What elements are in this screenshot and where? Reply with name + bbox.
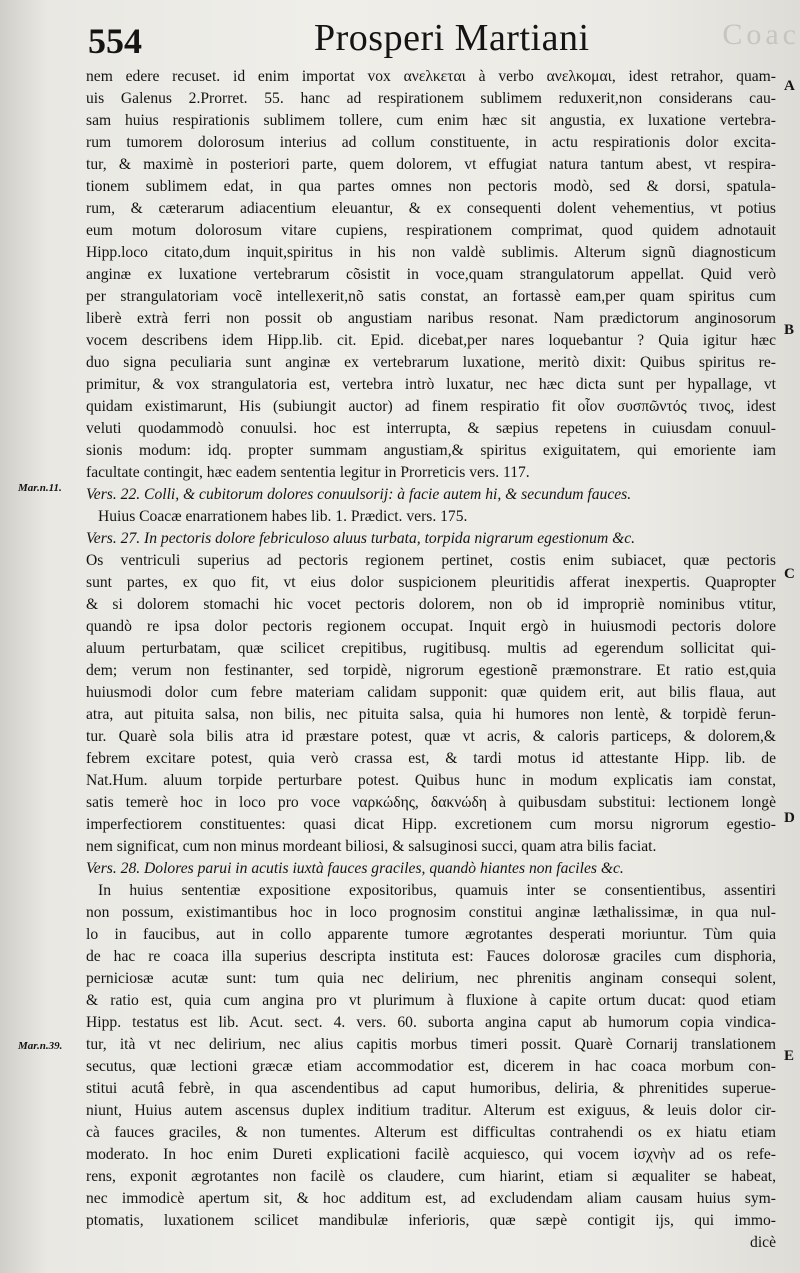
text-line: sunt partes, ex quo fit, vt eius dolor suspicionem pleuritidis afferat inexpertis. Quapropter bbox=[86, 574, 776, 591]
bleed-through-text: Coac bbox=[722, 18, 800, 51]
text-line: nem edere recuset. id enim importat vox ανελκεται à verbo ανελκομαι, idest retrahor, quam- bbox=[86, 68, 776, 85]
text-line: cà fauces graciles, & non tumentes. Alterum est difficultas contrahendi os ex hiatu etiam bbox=[86, 1124, 776, 1141]
text-line: stitui acutâ febrè, in qua ascendentibus ad caput humoribus, deliria, & phrenitides superue- bbox=[86, 1080, 776, 1097]
text-line: satis temerè hoc in loco pro voce ναρκώδης, δακνώδη à quibusdam substitui: lectionem longè bbox=[86, 794, 776, 811]
text-line: Huius Coacæ enarrationem habes lib. 1. Prædict. vers. 175. bbox=[98, 508, 468, 525]
text-line: nec immodicè apertum sit, & hoc additum est, ad excludendam aliam causam huius sym- bbox=[86, 1190, 776, 1207]
text-line: Hipp. testatus est lib. Acut. sect. 4. vers. 60. suborta angina caput ab humorum copia vindica- bbox=[86, 1014, 776, 1031]
text-line: moderato. In hoc enim Dureti explicationi facilè acquiesco, qui vocem ἰσχνὴν ad os refe- bbox=[86, 1146, 776, 1163]
text-line: nem significat, cum non minus mordeant biliosi, & salsuginosi succi, quam atra bilis faciat. bbox=[86, 838, 657, 855]
text-line: facultate contingit, hæc eadem sententia legitur in Prorreticis vers. 117. bbox=[86, 464, 530, 481]
text-line: huiusmodi dolor cum febre materiam calidam supponit: quæ quidem erit, aut bilis flaua, aut bbox=[86, 684, 776, 701]
text-line: per strangulatoriam vocẽ intellexerit,nõ satis constat, an fortassè eam,per quam spiritus cum bbox=[86, 288, 776, 305]
body-text bbox=[86, 66, 776, 1254]
text-line: tionem sublimem edat, in qua partes omnes non pectoris modò, sed & dorsi, spatula- bbox=[86, 178, 776, 195]
text-line: dicè bbox=[750, 1234, 776, 1251]
text-line: & ratio est, quia cum angina pro vt plurimum à fluxione à capite ortum ducat: quod etiam bbox=[86, 992, 776, 1009]
text-line: & si dolorem stomachi hic vocet pectoris dolorem, non ob id impropriè nominibus vtitur, bbox=[86, 596, 776, 613]
text-line: veluti quodammodò conuulsi. hoc est interrupta, & sæpius repetens in cuiusdam conuul- bbox=[86, 420, 776, 437]
text-line: tur, & maximè in posteriori parte, quem dolorem, vt effugiat natura tantum abest, vt respira- bbox=[86, 156, 776, 173]
text-line: de hac re coaca illa superius descripta instituta est: Fauces dolorosæ graciles cum disphoria, bbox=[86, 948, 776, 965]
margin-note: Mar.n.11. bbox=[18, 482, 62, 494]
text-line: Nat.Hum. aluum torpide perturbare potest. Quibus hunc in modum explicatis iam constat, bbox=[86, 772, 776, 789]
verse-heading: Vers. 28. Dolores parui in acutis iuxtà fauces graciles, quandò hiantes non faciles &c. bbox=[86, 860, 624, 877]
text-line: tur. Quarè sola bilis atra id præstare potest, quæ vt acris, & caloris particeps, & dolorem,& bbox=[86, 728, 776, 745]
text-line: secutus, quæ lectioni græcæ etiam accommodatior est, dicerem in hac coaca morbum con- bbox=[86, 1058, 776, 1075]
text-line: rens, exponit ægrotantes non facilè os claudere, cum hiarint, etiam si æqualiter se habeat, bbox=[86, 1168, 776, 1185]
side-letter: C bbox=[784, 566, 795, 582]
text-line: ptomatis, luxationem scilicet mandibulæ inferioris, quæ sæpè contigit ijs, qui immo- bbox=[86, 1212, 776, 1229]
text-line: uis Galenus 2.Prorret. 55. hanc ad respirationem sublimem reduxerit,non considerans cau- bbox=[86, 90, 776, 107]
text-line: rum, & cæterarum adiacentium eleuantur, & ex consequenti dolent vehementius, vt potius bbox=[86, 200, 776, 217]
page-header bbox=[0, 14, 800, 66]
side-letter: D bbox=[784, 810, 795, 826]
text-line: quandò re ipsa dolor pectoris regionem occupat. Inquit ergò in huiusmodi pectoris dolore bbox=[86, 618, 776, 635]
verse-heading: Vers. 22. Colli, & cubitorum dolores conuulsorij: à facie autem hi, & secundum fauces. bbox=[86, 486, 632, 503]
text-line: tur, ità vt nec delirium, nec alius capitis morbus timeri possit. Quarè Cornarij translationem bbox=[86, 1036, 776, 1053]
text-line: vocem describens idem Hipp.lib. cit. Epid. dicebat,per nares loquebantur ? Quia igitur hæc bbox=[86, 332, 776, 349]
text-line: duo signa peculiaria sunt anginæ ex vertebrarum luxatione, meritò dixit: Quibus spiritus re- bbox=[86, 354, 776, 371]
side-letter: A bbox=[784, 78, 795, 94]
text-line: atra, aut pituita salsa, non bilis, nec pituita salsa, quia hi humores non lentè, & torpidè ferun- bbox=[86, 706, 776, 723]
margin-note: Mar.n.39. bbox=[18, 1040, 63, 1052]
text-line: lo in faucibus, aut in collo apparente tumore ægrotantes desperati moriuntur. Tùm quia bbox=[86, 926, 776, 943]
text-line: liberè extrà ferri non possit ob angustiam naribus resonat. Nam prædictorum anginosorum bbox=[86, 310, 776, 327]
text-line: quidam existimarunt, His (subiungit auctor) ad finem respiratio fit οἷον συσπῶντός τινος, idest bbox=[86, 398, 776, 415]
text-line: anginæ ex luxatione vertebrarum cõsistit in voce,quam strangulatorum appellat. Quid verò bbox=[86, 266, 776, 283]
text-line: eum motum dolorosum vitare cupiens, respirationem comprimat, quod quidem adnotauit bbox=[86, 222, 776, 239]
text-line: Hipp.loco citato,dum inquit,spiritus in his non valdè sublimis. Alterum signũ diagnosticum bbox=[86, 244, 776, 261]
text-line: sam huius respirationis sublimem tollere, cum enim hæc sit angustia, ex luxatione vertebra- bbox=[86, 112, 776, 129]
text-line: imperfectiorem constituentes: quasi dicat Hipp. excretionem cum morsu nigrorum egestio- bbox=[86, 816, 776, 833]
text-line: niunt, Huius autem ascensus duplex inditium traditur. Alterum est exiguus, & leuis dolor cir- bbox=[86, 1102, 776, 1119]
text-line: Os ventriculi superius ad pectoris regionem pertinet, costis enim subiacet, quæ pectoris bbox=[86, 552, 776, 569]
text-line: dem; verum non festinanter, sed torpidè, nigrorum egestionẽ præmonstrare. Et ratio est,quia bbox=[86, 662, 776, 679]
page-number: 554 bbox=[88, 21, 142, 61]
text-line: febrem excitare potest, quia verò crassa est, & tardi motus id attestante Hipp. lib. de bbox=[86, 750, 776, 767]
text-line: rum tumorem dolorosum interius ad collum constituente, in actu respirationis dolor excita- bbox=[86, 134, 776, 151]
side-letter: E bbox=[784, 1048, 795, 1064]
text-line: sionis modum: idq. propter summam angustiam,& spiritus exiguitatem, qui emoriente iam bbox=[86, 442, 776, 459]
text-line: perniciosæ acutæ sunt: tum quia nec delirium, nec phrenitis anginam consequi solent, bbox=[86, 970, 776, 987]
text-line: non possum, existimantibus hoc in loco prognosim constitui anginæ læthalissimæ, in qua nul- bbox=[86, 904, 776, 921]
text-line: In huius sententiæ expositione expositoribus, quamuis inter se consentientibus, assentiri bbox=[98, 882, 776, 899]
text-line: aluum perturbatam, quæ scilicet crepitibus, rugitibusq. multis ad egerendum sollicitat qui- bbox=[86, 640, 776, 657]
side-letter: B bbox=[784, 322, 795, 338]
text-line: primitur, & vox strangulatoria est, vertebra intrò luxatur, nec hæc dicta sunt per hypallage, vt bbox=[86, 376, 776, 393]
running-head: Prosperi Martiani bbox=[314, 17, 590, 59]
verse-heading: Vers. 27. In pectoris dolore febriculoso aluus turbata, torpida nigrarum egestionum &c. bbox=[86, 530, 636, 547]
